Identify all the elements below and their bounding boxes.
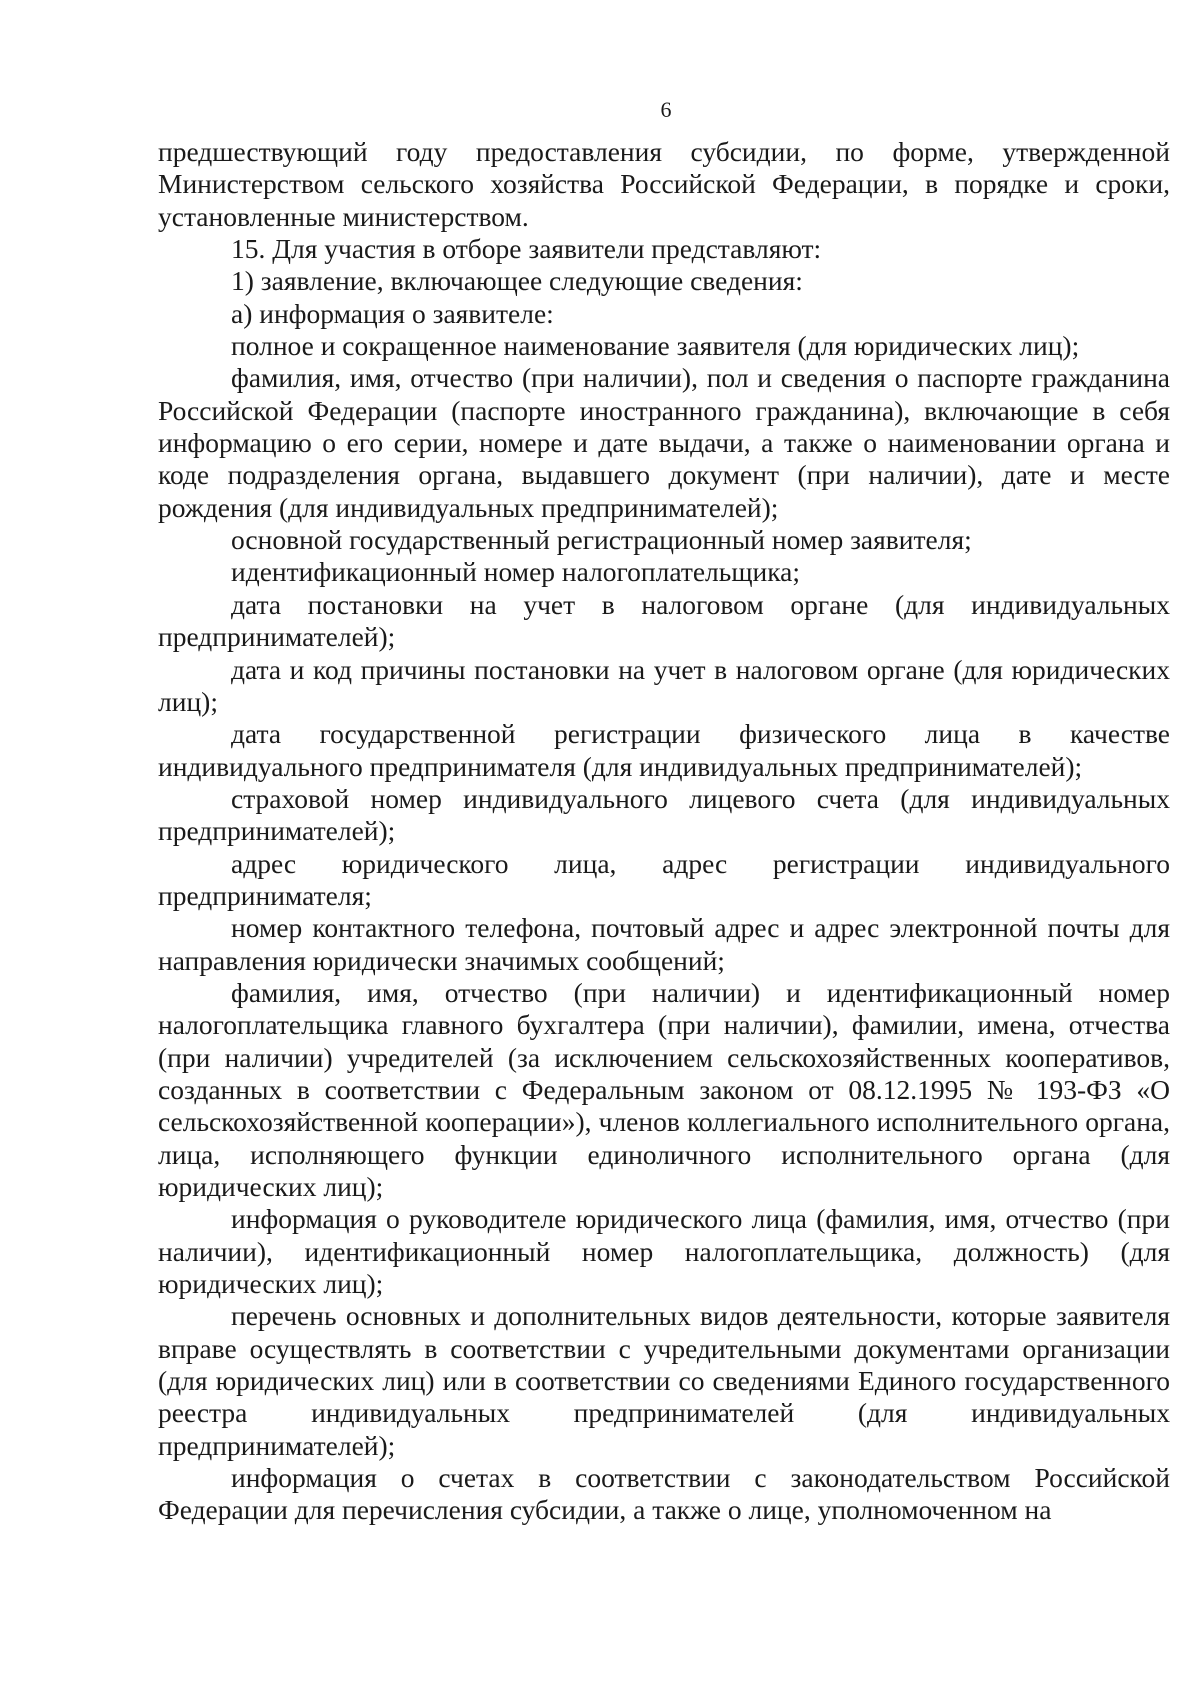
paragraph-address: адрес юридического лица, адрес регистрации индивидуального предпринимателя; [158, 847, 1170, 911]
paragraph-application: 1) заявление, включающее следующие сведения: [231, 265, 803, 297]
paragraph-passport: фамилия, имя, отчество (при наличии), пол и сведения о паспорте гражданина Российской Федерации (паспорте иностранного гражданина), включающие в себя информацию о его серии, номере и дате выдачи, а также о наименовании органа и коде подразделения органа, выдавшего документ (при наличии), дате и месте рождения (для индивидуальных предпринимателей); [158, 362, 1170, 523]
paragraph-applicant-info: а) информация о заявителе: [231, 297, 554, 329]
page-number: 6 [660, 97, 672, 122]
paragraph-state-registration: дата государственной регистрации физического лица в качестве индивидуального предпринимателя (для индивидуальных предпринимателей); [158, 718, 1170, 782]
paragraph-tax-registration-date: дата постановки на учет в налоговом органе (для индивидуальных предпринимателей); [158, 588, 1170, 653]
paragraph-head-info: информация о руководителе юридического лица (фамилия, имя, отчество (при наличии), идентификационный номер налогоплательщика, должность) (для юридических лиц); [158, 1203, 1170, 1300]
paragraph-ogrn: основной государственный регистрационный номер заявителя; [231, 524, 972, 556]
paragraph-accountant-founders: фамилия, имя, отчество (при наличии) и идентификационный номер налогоплательщика главного бухгалтера (при наличии), фамилии, имена, отчества (при наличии) учредителей (за исключением сельскохозяйственных кооперативов, созданных в соответствии с Федеральным законом от 08.12.1995 № 193-ФЗ «О сельскохозяйственной кооперации»), членов коллегиального исполнительного органа, лица, исполняющего функции единоличного исполнительного органа (для юридических лиц); [158, 976, 1170, 1202]
paragraph-contacts: номер контактного телефона, почтовый адрес и адрес электронной почты для направления юридически значимых сообщений; [158, 912, 1170, 976]
paragraph-accounts: информация о счетах в соответствии с законодательством Российской Федерации для перечисления субсидии, а также о лице, уполномоченном на [158, 1462, 1170, 1526]
paragraph-snils: страховой номер индивидуального лицевого счета (для индивидуальных предпринимателей); [158, 782, 1170, 847]
paragraph-continuation: предшествующий году предоставления субсидии, по форме, утвержденной Министерством сельского хозяйства Российской Федерации, в порядке и сроки, установленные министерством. [158, 136, 1170, 232]
paragraph-tax-registration-code: дата и код причины постановки на учет в налоговом органе (для юридических лиц); [158, 653, 1170, 717]
paragraph-inn: идентификационный номер налогоплательщика; [231, 556, 801, 588]
paragraph-full-name: полное и сокращенное наименование заявителя (для юридических лиц); [231, 330, 1080, 362]
paragraph-activities: перечень основных и дополнительных видов деятельности, которые заявителя вправе осуществлять в соответствии с учредительными документами организации (для юридических лиц) или в соответствии со сведениями Единого государственного реестра индивидуальных предпринимателей (для индивидуальных предпринимателей); [158, 1300, 1170, 1461]
paragraph-item-15: 15. Для участия в отборе заявители представляют: [231, 233, 822, 265]
document-body [158, 136, 1170, 1527]
